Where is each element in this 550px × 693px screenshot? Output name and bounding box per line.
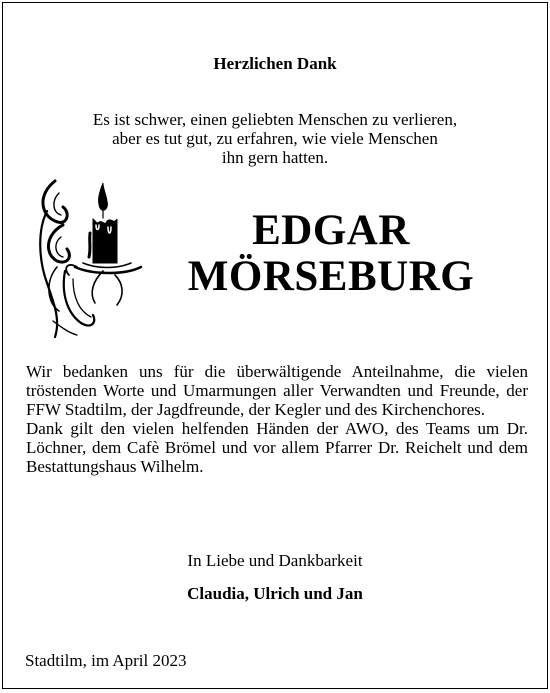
thanks-paragraph-2: Dank gilt den vielen helfenden Händen der AWO, des Teams um Dr. Löchner, dem Cafè Brömel und vor allem Pfarrer Dr. Reichelt und dem Bestattungshaus Wilhelm. <box>26 419 528 476</box>
quote-line: aber es tut gut, zu erfahren, wie viele Menschen <box>112 129 438 148</box>
sign-off: In Liebe und Dankbarkeit <box>187 551 363 570</box>
quote-line: Es ist schwer, einen geliebten Menschen zu verlieren, <box>92 110 458 129</box>
notice-heading: Herzlichen Dank <box>213 54 337 73</box>
signers: Claudia, Ulrich und Jan <box>187 584 363 603</box>
first-name: EDGAR <box>252 207 410 254</box>
deceased-name <box>181 208 481 300</box>
quote-line: ihn gern hatten. <box>221 148 329 167</box>
last-name: MÖRSEBURG <box>187 253 475 300</box>
quote-block <box>3 110 547 167</box>
candle-with-flourish-icon <box>33 171 148 341</box>
place-date: Stadtilm, im April 2023 <box>25 651 187 670</box>
thanks-text <box>26 362 528 476</box>
obituary-notice <box>2 2 548 689</box>
thanks-paragraph-1: Wir bedanken uns für die überwältigende Anteilnahme, die vielen tröstenden Worte und Umarmungen aller Verwandten und Freunde, der FFW Stadtilm, der Jagdfreunde, der Kegler und des Kirchenchores. <box>26 362 528 419</box>
